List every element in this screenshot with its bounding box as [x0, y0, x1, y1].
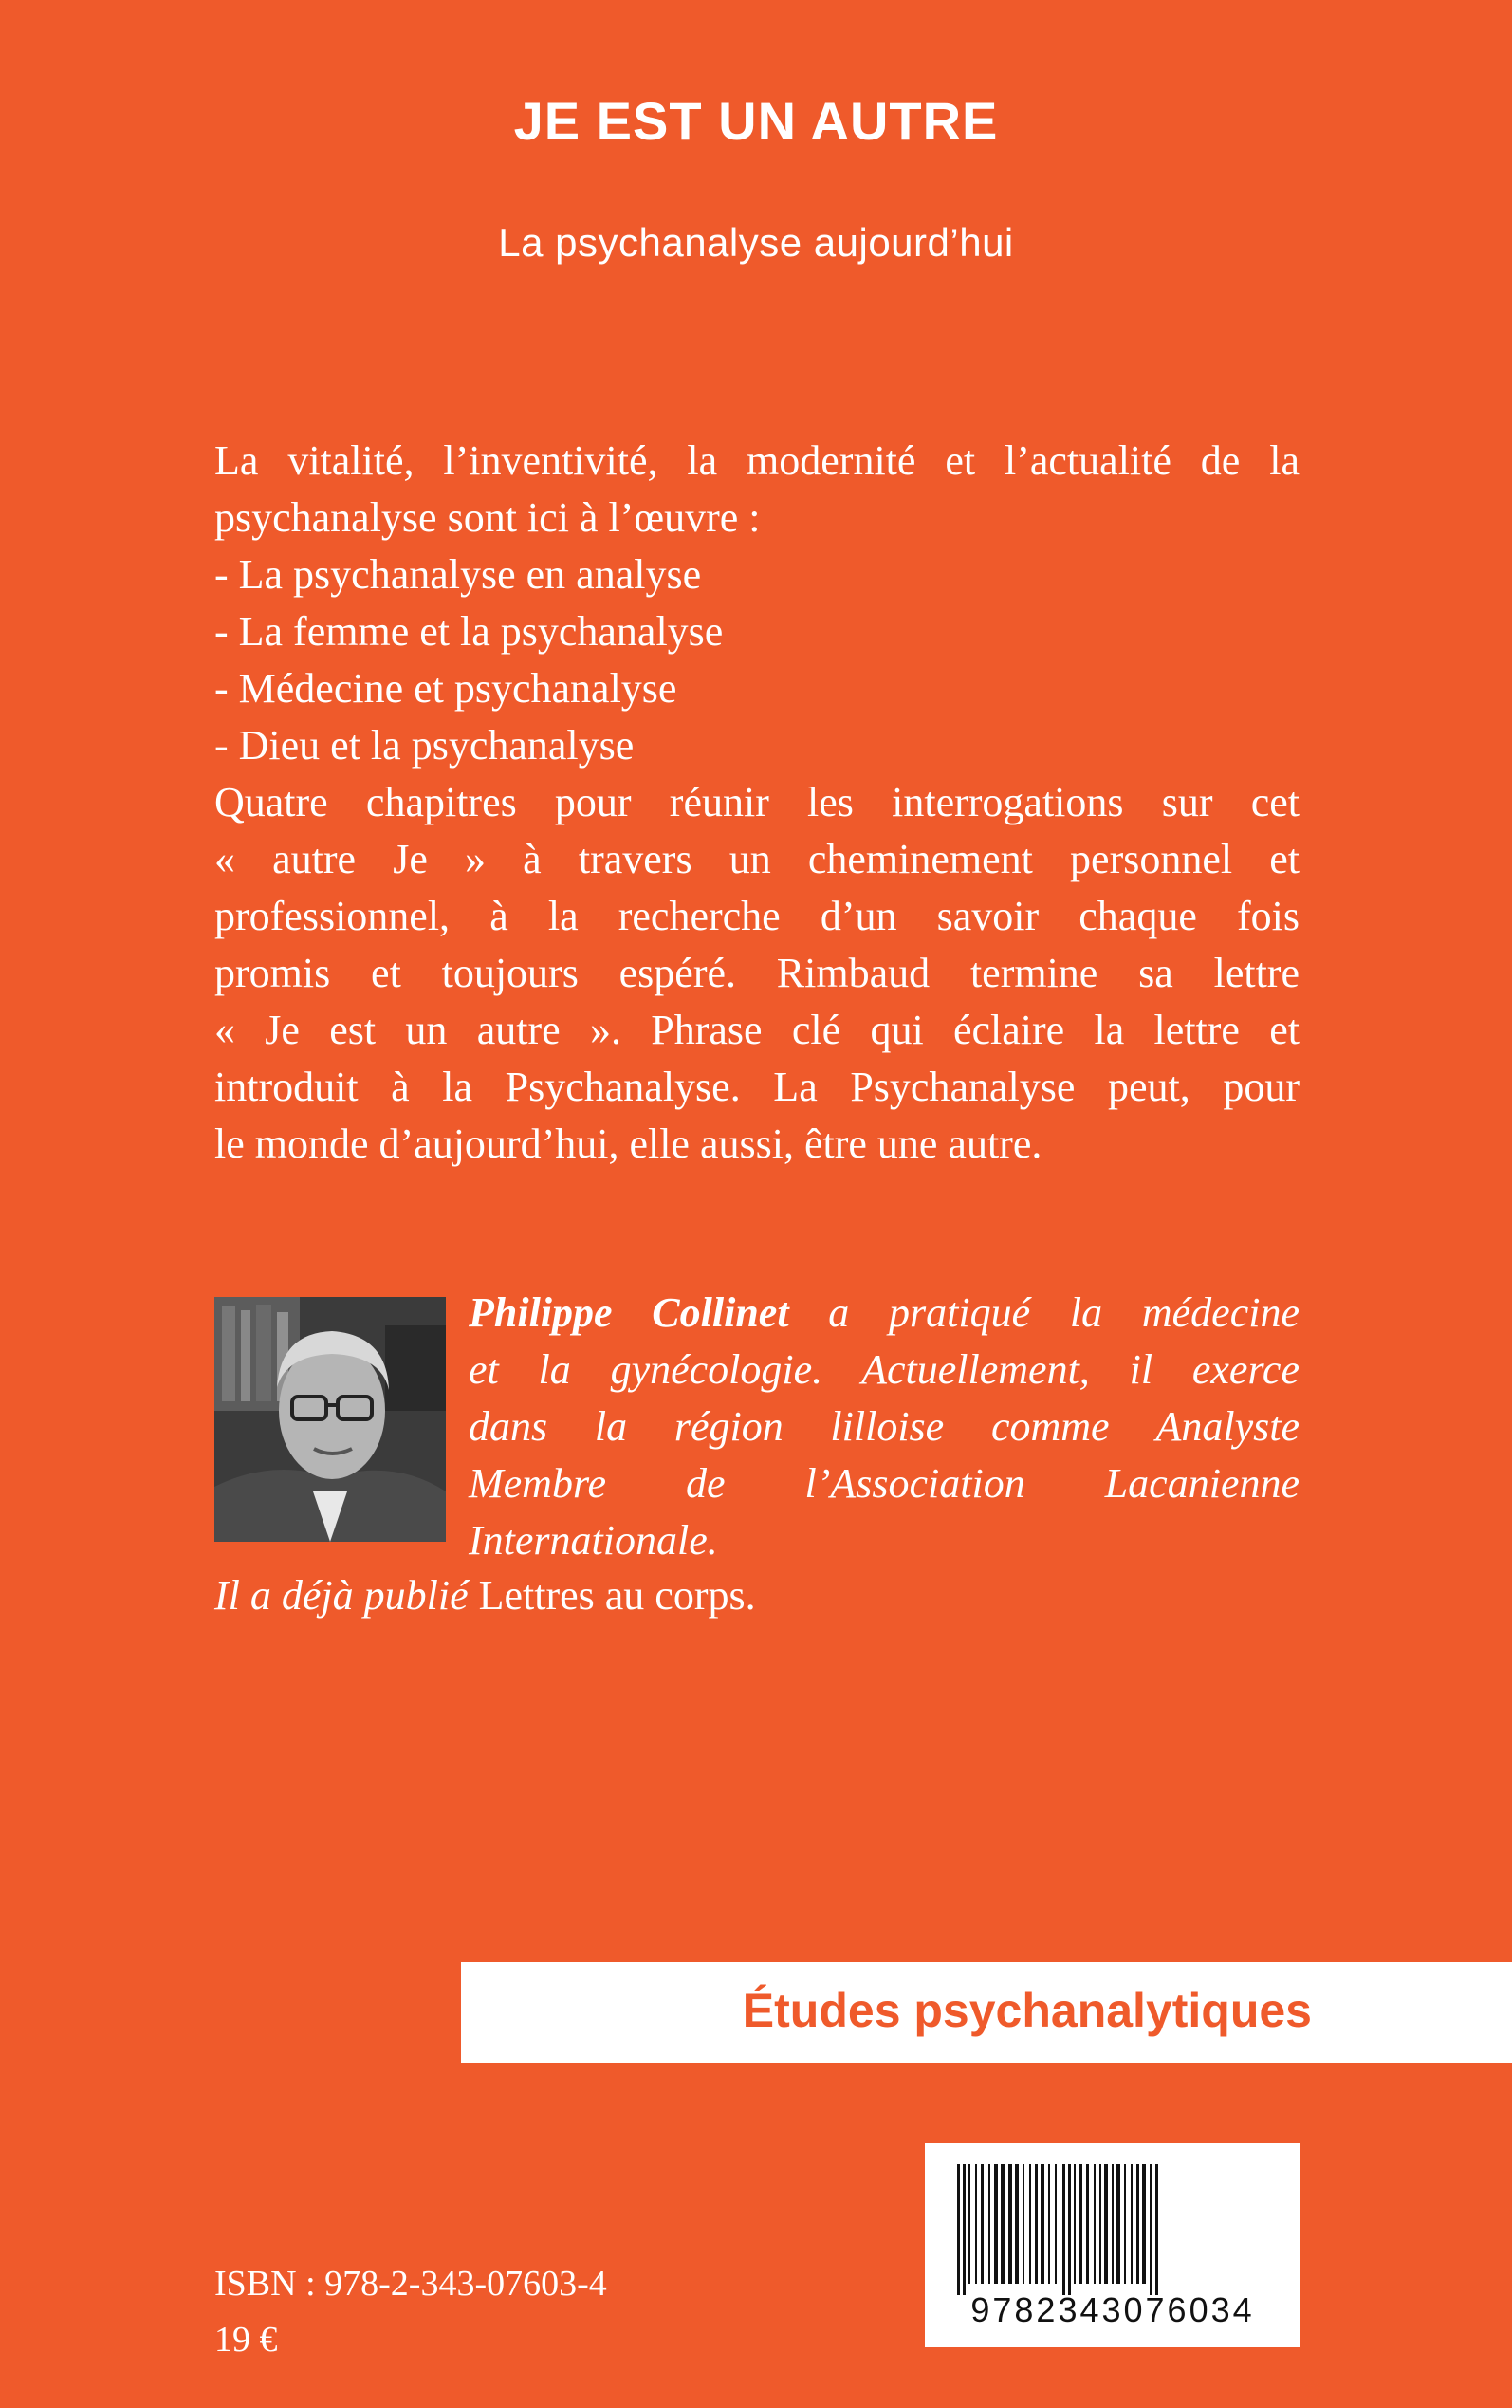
barcode-bar [957, 2164, 960, 2295]
barcode-bar [988, 2164, 990, 2284]
barcode-bar [981, 2164, 984, 2284]
book-title: JE EST UN AUTRE [513, 91, 999, 151]
back-cover-blurb [214, 433, 1300, 1173]
barcode-bar [1041, 2164, 1044, 2284]
barcode-bar [1104, 2164, 1108, 2284]
barcode-bar [1150, 2164, 1152, 2295]
blurb-line: « Je est un autre ». Phrase clé qui éclaire la lettre et [214, 1007, 1300, 1053]
blurb-line: professionnel, à la recherche d’un savoir chaque fois [214, 893, 1300, 939]
book-subtitle: La psychanalyse aujourd’hui [498, 220, 1014, 265]
barcode-bar [1062, 2164, 1065, 2295]
barcode-bar [994, 2164, 998, 2284]
previous-publication [214, 1567, 756, 1624]
barcode-bar [1023, 2164, 1024, 2284]
bio-line: et la gynécologie. Actuellement, il exerce [469, 1346, 1300, 1393]
barcode-bar [1008, 2164, 1012, 2284]
barcode-bar [1074, 2164, 1076, 2284]
barcode-bar [1155, 2164, 1158, 2295]
collection-label: Études psychanalytiques [742, 1984, 1312, 2037]
barcode-bar [1029, 2164, 1031, 2284]
barcode-digits: 9782343076034 [970, 2290, 1255, 2329]
barcode-bar [1048, 2164, 1050, 2284]
blurb-bullet: - La psychanalyse en analyse [214, 551, 702, 598]
published-title: Lettres au corps. [468, 1572, 756, 1619]
barcode-bar [1116, 2164, 1120, 2284]
bio-line: Internationale. [469, 1517, 718, 1564]
author-name: Philippe Collinet [469, 1289, 789, 1336]
barcode-bar [975, 2164, 977, 2284]
blurb-line: « autre Je » à travers un cheminement personnel et [214, 836, 1300, 882]
blurb-line: La vitalité, l’inventivité, la modernité et l’actualité de la [214, 437, 1300, 484]
barcode-bar [1055, 2164, 1057, 2284]
bio-line: dans la région lilloise comme Analyste [469, 1403, 1300, 1450]
barcode-bar [1001, 2164, 1005, 2284]
isbn: ISBN : 978-2-343-07603-4 [214, 2264, 607, 2304]
blurb-line: psychanalyse sont ici à l’œuvre : [214, 494, 761, 541]
blurb-bullet: - Médecine et psychanalyse [214, 665, 677, 712]
bio-line-rest: a pratiqué la médecine [788, 1289, 1300, 1336]
author-photo [214, 1297, 446, 1542]
barcode-bar [1086, 2164, 1089, 2284]
blurb-line: promis et toujours espéré. Rimbaud termine sa lettre [214, 950, 1300, 996]
barcode-bar [1094, 2164, 1096, 2284]
barcode-bar [1112, 2164, 1114, 2284]
blurb-bullet: - La femme et la psychanalyse [214, 608, 724, 655]
barcode-bar [1079, 2164, 1082, 2284]
barcode-bar [1124, 2164, 1126, 2284]
price: 19 € [214, 2320, 278, 2360]
bio-line: Membre de l’Association Lacanienne [469, 1460, 1300, 1507]
barcode-bar [1131, 2164, 1133, 2284]
barcode-bar [1015, 2164, 1019, 2284]
blurb-bullet: - Dieu et la psychanalyse [214, 722, 635, 769]
barcode-bar [968, 2164, 970, 2284]
barcode-bar [1068, 2164, 1071, 2295]
barcode-bar [1136, 2164, 1139, 2284]
bio-line [469, 1285, 1300, 1342]
barcode-bar [1099, 2164, 1101, 2284]
author-photo-drawing [214, 1297, 446, 1542]
barcode-bar [1142, 2164, 1146, 2284]
blurb-line: introduit à la Psychanalyse. La Psychanalyse peut, pour [214, 1064, 1300, 1110]
barcode-bar [1035, 2164, 1038, 2284]
barcode-bar [963, 2164, 966, 2295]
blurb-line: le monde d’aujourd’hui, elle aussi, être une autre. [214, 1121, 1042, 1167]
author-bio [469, 1285, 1300, 1569]
blurb-line: Quatre chapitres pour réunir les interrogations sur cet [214, 779, 1300, 825]
published-prefix: Il a déjà publié [214, 1572, 469, 1619]
